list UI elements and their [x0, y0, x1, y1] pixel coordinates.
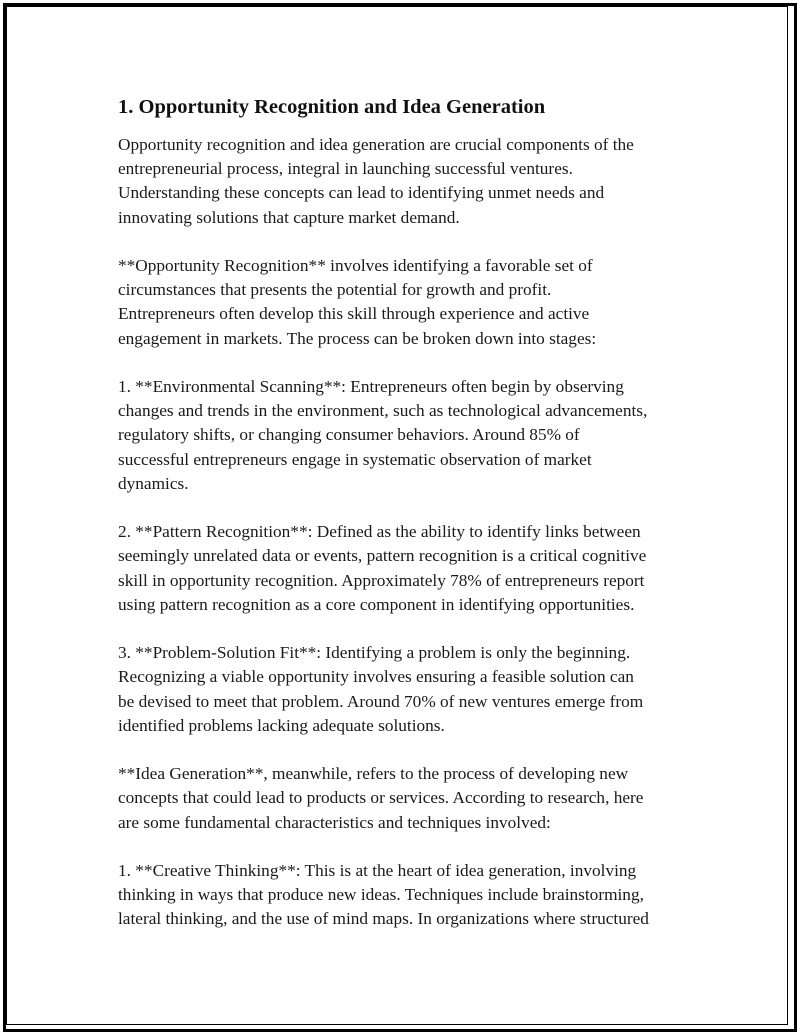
text-line: **Opportunity Recognition** involves identifying a favorable set of	[118, 256, 593, 275]
text-line: identified problems lacking adequate solutions.	[118, 715, 445, 735]
text-line: Understanding these concepts can lead to identifying unmet needs and	[118, 183, 605, 203]
section-heading: 1. Opportunity Recognition and Idea Generation	[118, 96, 546, 118]
paragraph-pattern-recognition	[118, 520, 698, 617]
text-line: be devised to meet that problem. Around 70% of new ventures emerge from	[118, 691, 644, 711]
text-line: 1. **Creative Thinking**: This is at the heart of idea generation, involving	[118, 861, 637, 880]
document-body	[118, 93, 698, 956]
text-line: Recognizing a viable opportunity involves ensuring a feasible solution can	[118, 667, 634, 687]
text-line: lateral thinking, and the use of mind maps. In organizations where structured	[118, 909, 649, 929]
text-line: regulatory shifts, or changing consumer behaviors. Around 85% of	[118, 425, 580, 445]
text-line: **Idea Generation**, meanwhile, refers to the process of developing new	[118, 764, 629, 784]
text-line: successful entrepreneurs engage in systematic observation of market	[118, 449, 592, 469]
text-line: innovating solutions that capture market demand.	[118, 207, 460, 227]
text-line: circumstances that presents the potential for growth and profit.	[118, 280, 552, 300]
text-line: engagement in markets. The process can be broken down into stages:	[118, 328, 597, 348]
text-line: using pattern recognition as a core component in identifying opportunities.	[118, 594, 635, 614]
paragraph-opportunity-recognition	[118, 254, 698, 351]
text-line: 2. **Pattern Recognition**: Defined as the ability to identify links between	[118, 522, 641, 542]
text-line: dynamics.	[118, 473, 189, 493]
paragraph-creative-thinking	[118, 859, 698, 932]
paragraph-environmental-scanning	[118, 375, 698, 496]
text-line: changes and trends in the environment, such as technological advancements,	[118, 401, 648, 421]
text-line: are some fundamental characteristics and techniques involved:	[118, 812, 551, 832]
text-line: concepts that could lead to products or services. According to research, here	[118, 788, 644, 808]
text-line: 3. **Problem-Solution Fit**: Identifying a problem is only the beginning.	[118, 643, 631, 663]
paragraph-problem-solution-fit	[118, 641, 698, 738]
text-line: 1. **Environmental Scanning**: Entrepreneurs often begin by observing	[118, 377, 624, 396]
text-line: thinking in ways that produce new ideas. Techniques include brainstorming,	[118, 885, 644, 905]
text-line: seemingly unrelated data or events, pattern recognition is a critical cognitive	[118, 546, 647, 566]
paragraph-idea-generation	[118, 762, 698, 835]
text-line: skill in opportunity recognition. Approximately 78% of entrepreneurs report	[118, 570, 645, 590]
text-line: Entrepreneurs often develop this skill through experience and active	[118, 304, 590, 324]
text-line: entrepreneurial process, integral in launching successful ventures.	[118, 159, 573, 179]
text-line: Opportunity recognition and idea generation are crucial components of the	[118, 135, 634, 154]
paragraph-intro	[118, 133, 698, 230]
